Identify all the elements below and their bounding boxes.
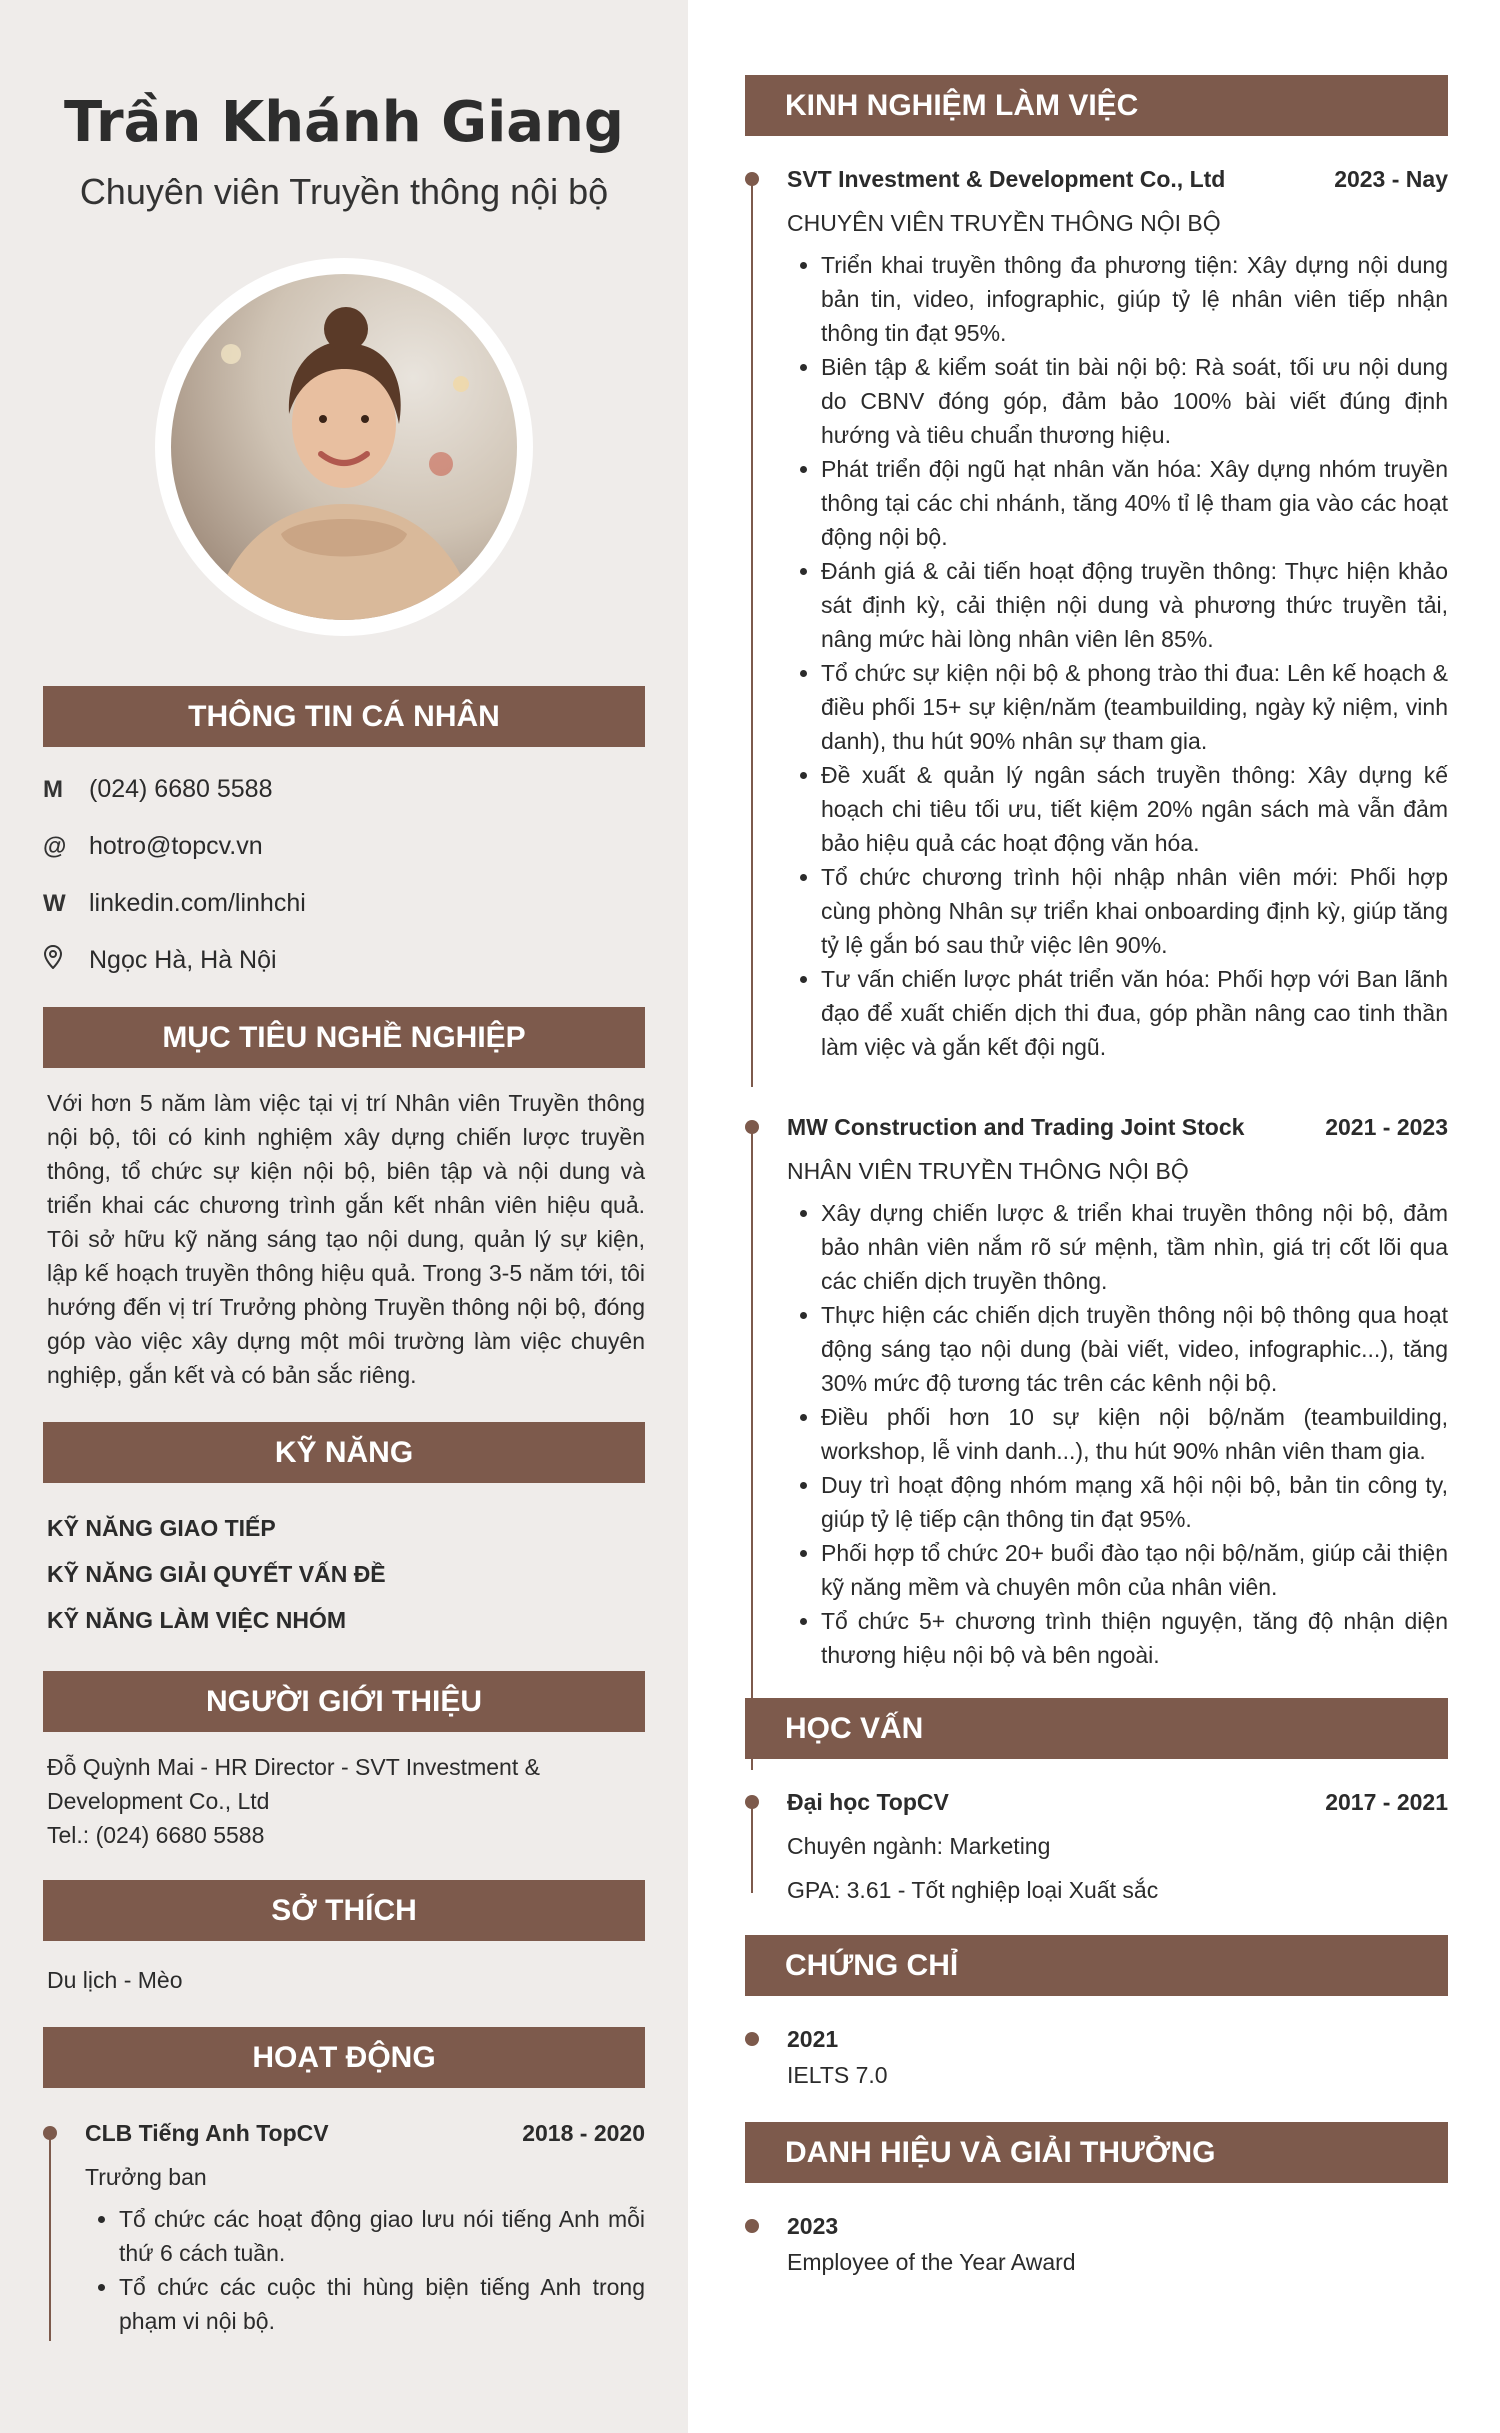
right-column: [688, 0, 1500, 2433]
bullet-item: • Triển khai truyền thông đa phương tiện: Xây dựng nội dung bản tin, video, infographic, giúp tỷ lệ nhân viên tiếp nhận thông tin đạt 95%.: [821, 248, 1448, 350]
email-icon: @: [43, 832, 67, 860]
activity-role: Trưởng ban: [85, 2164, 207, 2190]
certificate-name: IELTS 7.0: [787, 2062, 888, 2088]
skills-header: KỸ NĂNG: [43, 1422, 645, 1483]
bullet-item: • Tư vấn chiến lược phát triển văn hóa: Phối hợp với Ban lãnh đạo để xuất chiến dịch thi đua, góp phần nâng cao tinh thần làm việc và gắn kết đội ngũ.: [821, 962, 1448, 1064]
contact-linkedin: [43, 875, 645, 932]
award-name: Employee of the Year Award: [787, 2249, 1076, 2275]
education-head: [787, 1783, 1448, 1821]
awards-header: DANH HIỆU VÀ GIẢI THƯỞNG: [745, 2122, 1448, 2183]
bullet-item: • Duy trì hoạt động nhóm mạng xã hội nội bộ, bản tin công ty, giúp tỷ lệ tiếp cận thông tin đạt 95%.: [821, 1468, 1448, 1536]
certificate-entry: [745, 2020, 1448, 2092]
bullet-item: • Phát triển đội ngũ hạt nhân văn hóa: Xây dựng nhóm truyền thông tại các chi nhánh, tăng 40% tỉ lệ tham gia vào các hoạt động nội bộ.: [821, 452, 1448, 554]
hobbies-header: SỞ THÍCH: [43, 1880, 645, 1941]
activity-head: [85, 2114, 645, 2152]
timeline-line: [751, 1805, 753, 1893]
referee-phone: Tel.: (024) 6680 5588: [47, 1822, 265, 1848]
company-name: MW Construction and Trading Joint Stock: [787, 1114, 1245, 1140]
objective-header: MỤC TIÊU NGHỀ NGHIỆP: [43, 1007, 645, 1068]
candidate-name: Trần Khánh Giang: [64, 90, 624, 155]
job-role: CHUYÊN VIÊN TRUYỀN THÔNG NỘI BỘ: [787, 210, 1221, 236]
bullet-item: • Xây dựng chiến lược & triển khai truyền thông nội bộ, đảm bảo nhân viên nắm rõ sứ mệnh, tầm nhìn, giá trị cốt lõi qua các chiến dịch truyền thông.: [821, 1196, 1448, 1298]
timeline-dot: [745, 2219, 759, 2233]
education-major: Chuyên ngành: Marketing: [787, 1833, 1051, 1859]
referee-text: Đỗ Quỳnh Mai - HR Director - SVT Investment & Development Co., Ltd: [47, 1754, 540, 1814]
experience-period: 2023 - Nay: [1334, 166, 1448, 192]
avatar: [171, 274, 517, 620]
award-entry: [745, 2207, 1448, 2279]
timeline-line: [49, 2136, 51, 2341]
bullet-item: • Tổ chức chương trình hội nhập nhân viên mới: Phối hợp cùng phòng Nhân sự triển khai onboarding định kỳ, giúp tăng tỷ lệ gắn bó sau thử việc lên 90%.: [821, 860, 1448, 962]
activity-entry: [43, 2114, 645, 2338]
bullet-item: • Đánh giá & cải tiến hoạt động truyền thông: Thực hiện khảo sát định kỳ, cải thiện nội dung và phương thức truyền tải, nâng mức hài lòng nhân viên lên 85%.: [821, 554, 1448, 656]
objective-text: Với hơn 5 năm làm việc tại vị trí Nhân viên Truyền thông nội bộ, tôi có kinh nghiệm xây dựng chiến lược truyền thông, tổ chức sự kiện nội bộ, biên tập và nội dung và triển khai các chương trình gắn kết nhân viên hiệu quả. Tôi sở hữu kỹ năng sáng tạo nội dung, quản lý sự kiện, lập kế hoạch truyền thông hiệu quả. Trong 3-5 năm tới, tôi hướng đến vị trí Trưởng phòng Truyền thông nội bộ, đóng góp vào việc xây dựng một môi trường làm việc chuyên nghiệp, gắn kết và có bản sắc riêng.: [47, 1090, 645, 1388]
activity-period: 2018 - 2020: [522, 2120, 645, 2146]
personal-info-header: THÔNG TIN CÁ NHÂN: [43, 686, 645, 747]
timeline-dot: [745, 2032, 759, 2046]
bullet-item: • Biên tập & kiểm soát tin bài nội bộ: Rà soát, tối ưu nội dung do CBNV đóng góp, đảm bảo 100% bài viết đúng định hướng và tiêu chuẩn thương hiệu.: [821, 350, 1448, 452]
certificates-header: CHỨNG CHỈ: [745, 1935, 1448, 1996]
experience-header: KINH NGHIỆM LÀM VIỆC: [745, 75, 1448, 136]
activities-header: HOẠT ĐỘNG: [43, 2027, 645, 2088]
education-period: 2017 - 2021: [1325, 1789, 1448, 1815]
referee-header: NGƯỜI GIỚI THIỆU: [43, 1671, 645, 1732]
bullet-item: • Tổ chức sự kiện nội bộ & phong trào thi đua: Lên kế hoạch & điều phối 15+ sự kiện/năm (teambuilding, ngày kỷ niệm, vinh danh), thu hút 90% nhân sự tham gia.: [821, 656, 1448, 758]
award-year: 2023: [787, 2213, 839, 2239]
education-gpa: GPA: 3.61 - Tốt nghiệp loại Xuất sắc: [787, 1877, 1159, 1903]
hobbies-text: Du lịch - Mèo: [47, 1967, 183, 1993]
experience-bullets: [787, 248, 1448, 1064]
address-text: Ngọc Hà, Hà Nội: [89, 946, 277, 974]
contact-email: [43, 818, 645, 875]
experience-head: [787, 160, 1448, 198]
experience-period: 2021 - 2023: [1325, 1114, 1448, 1140]
experience-entry: [745, 1108, 1448, 1672]
bullet-item: • Tổ chức 5+ chương trình thiện nguyện, tăng độ nhận diện thương hiệu nội bộ và bên ngoài.: [821, 1604, 1448, 1672]
experience-bullets: [787, 1196, 1448, 1672]
contact-phone: [43, 761, 645, 818]
phone-icon: M: [43, 775, 63, 803]
contact-address: [43, 932, 645, 989]
school-name: Đại học TopCV: [787, 1789, 949, 1815]
skill-item: KỸ NĂNG GIAO TIẾP: [47, 1515, 276, 1541]
activity-org: CLB Tiếng Anh TopCV: [85, 2120, 329, 2146]
education-header: HỌC VẤN: [745, 1698, 1448, 1759]
skills-list: [47, 1505, 645, 1643]
skill-item: KỸ NĂNG GIẢI QUYẾT VẤN ĐỀ: [47, 1561, 386, 1587]
experience-head: [787, 1108, 1448, 1146]
education-entry: [745, 1783, 1448, 1909]
bullet-item: • Tổ chức các hoạt động giao lưu nói tiếng Anh mỗi thứ 6 cách tuần.: [119, 2202, 645, 2270]
bullet-item: • Phối hợp tổ chức 20+ buổi đào tạo nội bộ/năm, giúp cải thiện kỹ năng mềm và chuyên môn của nhân viên.: [821, 1536, 1448, 1604]
activity-bullets: [85, 2202, 645, 2338]
web-icon: W: [43, 889, 66, 917]
phone-text: (024) 6680 5588: [89, 775, 273, 803]
linkedin-text: linkedin.com/linhchi: [89, 889, 306, 917]
timeline-line: [751, 182, 753, 1087]
bullet-item: • Tổ chức các cuộc thi hùng biện tiếng Anh trong phạm vi nội bộ.: [119, 2270, 645, 2338]
avatar-frame: [155, 258, 533, 636]
skill-item: KỸ NĂNG LÀM VIỆC NHÓM: [47, 1607, 346, 1633]
certificate-year: 2021: [787, 2026, 839, 2052]
location-pin-icon: [43, 945, 89, 976]
candidate-title: Chuyên viên Truyền thông nội bộ: [79, 171, 609, 212]
experience-entry: [745, 160, 1448, 1064]
left-column: [0, 0, 688, 2433]
email-text: hotro@topcv.vn: [89, 832, 263, 860]
company-name: SVT Investment & Development Co., Ltd: [787, 166, 1226, 192]
bullet-item: • Điều phối hơn 10 sự kiện nội bộ/năm (teambuilding, workshop, lễ vinh danh...), thu hút 90% nhân viên tham gia.: [821, 1400, 1448, 1468]
bullet-item: • Đề xuất & quản lý ngân sách truyền thông: Xây dựng kế hoạch chi tiêu tối ưu, tiết kiệm 20% ngân sách mà vẫn đảm bảo hiệu quả các hoạt động văn hóa.: [821, 758, 1448, 860]
bullet-item: • Thực hiện các chiến dịch truyền thông nội bộ thông qua hoạt động sáng tạo nội dung (bài viết, video, infographic...), tăng 30% mức độ tương tác trên các kênh nội bộ.: [821, 1298, 1448, 1400]
contact-list: [43, 761, 645, 989]
timeline-line: [751, 1130, 753, 1770]
job-role: NHÂN VIÊN TRUYỀN THÔNG NỘI BỘ: [787, 1158, 1189, 1184]
